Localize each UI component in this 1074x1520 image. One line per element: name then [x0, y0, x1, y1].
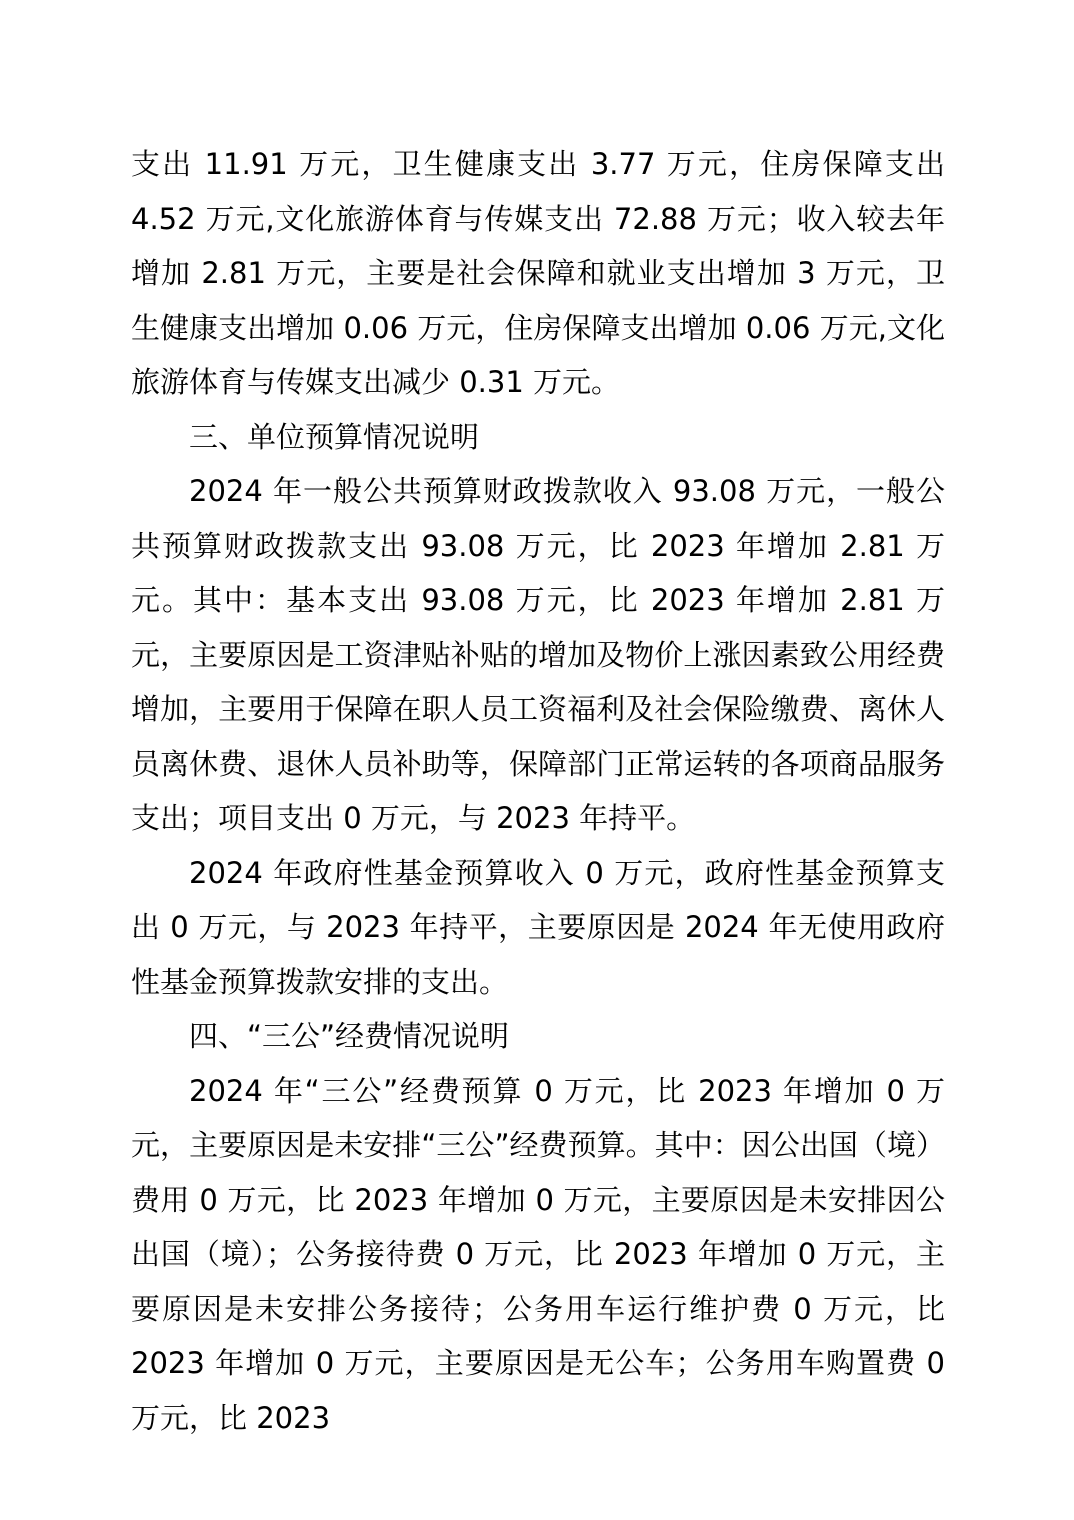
section-heading-unit-budget: 三、单位预算情况说明: [189, 419, 480, 454]
paragraph-general-budget: 2024 年一般公共预算财政拨款收入 93.08 万元，一般公共预算财政拨款支出 93.08 万元，比 2023 年增加 2.81 万元。其中：基本支出 93.08 万元，比 2023 年增加 2.81 万元，主要原因是工资津贴补贴的增加及物价上涨因素致公用经费增加，主要用于保障在职人员工资福利及社会保险缴费、离休人员离休费、退休人员补助等，保障部门正常运转的各项商品服务支出；项目支出 0 万元，与 2023 年持平。: [131, 474, 945, 835]
paragraph-government-fund-budget: 2024 年政府性基金预算收入 0 万元，政府性基金预算支出 0 万元，与 2023 年持平，主要原因是 2024 年无使用政府性基金预算拨款安排的支出。: [131, 855, 945, 999]
paragraph-three-public-expenses: 2024 年“三公”经费预算 0 万元，比 2023 年增加 0 万元，主要原因是未安排“三公”经费预算。其中：因公出国（境）费用 0 万元，比 2023 年增加 0 万元，主要原因是未安排因公出国（境）；公务接待费 0 万元，比 2023 年增加 0 万元，主要原因是未安排公务接待；公务用车运行维护费 0 万元，比 2023 年增加 0 万元，主要原因是无公车；公务用车购置费 0 万元，比 2023: [131, 1073, 945, 1435]
paragraph-continuation: 支出 11.91 万元，卫生健康支出 3.77 万元，住房保障支出 4.52 万元,文化旅游体育与传媒支出 72.88 万元；收入较去年增加 2.81 万元，主要是社会保障和就业支出增加 3 万元，卫生健康支出增加 0.06 万元，住房保障支出增加 0.06 万元,文化旅游体育与传媒支出减少 0.31 万元。: [131, 147, 945, 399]
document-page: [131, 137, 945, 1445]
section-heading-three-public-expenses: 四、“三公”经费情况说明: [189, 1019, 510, 1053]
